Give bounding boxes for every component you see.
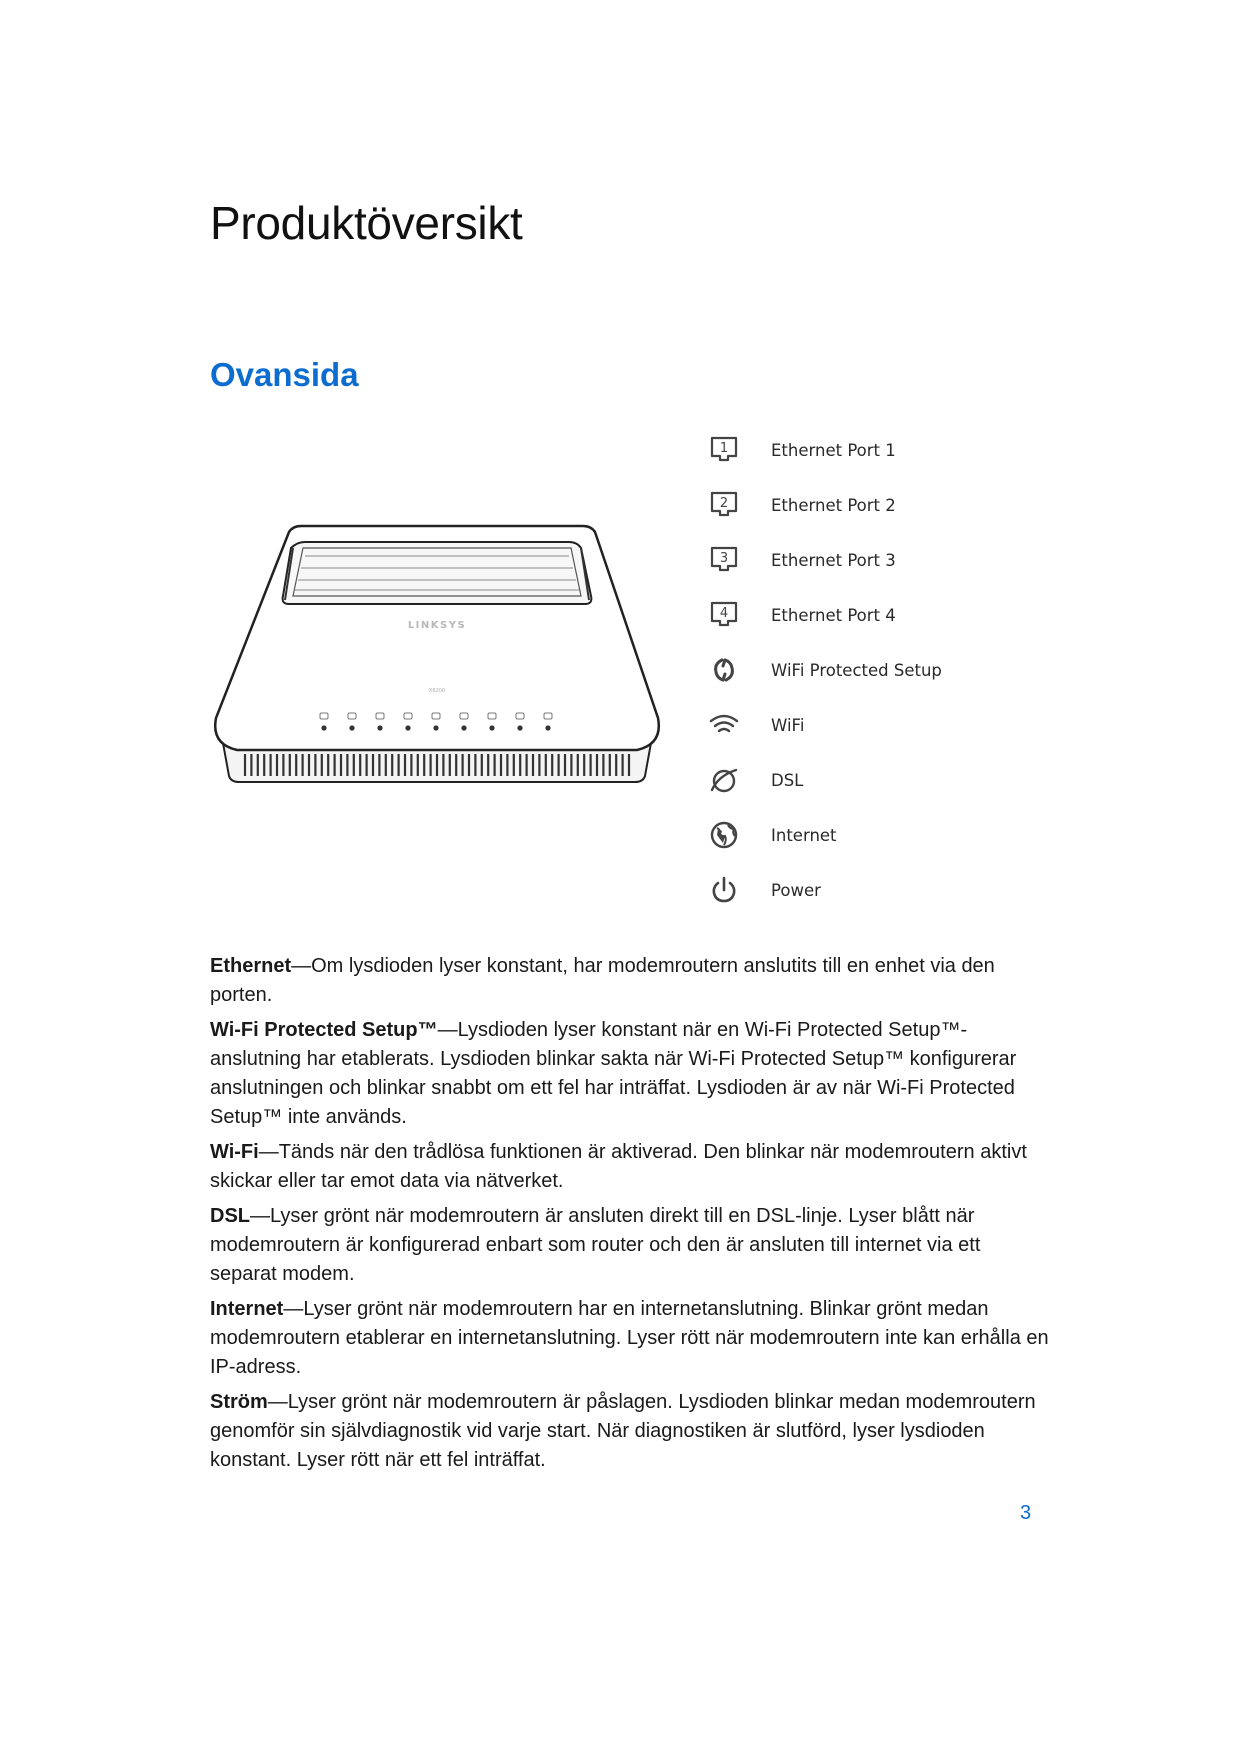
legend-item <box>708 430 1008 470</box>
legend-item <box>708 705 1008 745</box>
legend-item <box>708 760 1008 800</box>
legend-label: Ethernet Port 4 <box>771 605 896 625</box>
legend-label: Ethernet Port 3 <box>771 550 896 570</box>
description-paragraph <box>210 1202 1050 1289</box>
legend-label: Ethernet Port 1 <box>771 440 896 460</box>
router-led <box>405 725 410 730</box>
router-brand: LINKSYS <box>407 620 467 631</box>
router-led <box>321 725 326 730</box>
legend-item <box>708 485 1008 525</box>
wps-icon <box>708 654 740 686</box>
wifi-icon <box>708 709 740 741</box>
internet-icon <box>708 819 740 851</box>
ethernet-port-1-icon <box>708 434 740 466</box>
legend-label: WiFi Protected Setup <box>771 660 942 680</box>
description-text: —Om lysdioden lyser konstant, har modemroutern anslutits till en enhet via den porten. <box>210 955 995 1006</box>
section-heading: Ovansida <box>210 356 359 393</box>
legend-item <box>708 595 1008 635</box>
legend-label: Internet <box>771 825 837 845</box>
description-term: Wi-Fi Protected Setup™ <box>210 1019 438 1041</box>
description-text: —Lyser grönt när modemroutern är ansluten direkt till en DSL-linje. Lyser blått när modemroutern är konfigurerad enbart som router och den är ansluten till internet via ett separat modem. <box>210 1205 981 1285</box>
ethernet-port-4-icon <box>708 599 740 631</box>
page-title: Produktöversikt <box>210 197 523 249</box>
router-illustration <box>205 518 670 798</box>
description-term: Ethernet <box>210 955 292 977</box>
svg-text:4: 4 <box>719 606 729 621</box>
description-paragraph <box>210 1295 1050 1382</box>
legend-item <box>708 815 1008 855</box>
page-number: 3 <box>1020 1502 1032 1524</box>
legend-label: DSL <box>771 770 804 790</box>
router-led <box>461 725 466 730</box>
ethernet-port-2-icon <box>708 489 740 521</box>
legend-item <box>708 540 1008 580</box>
description-term: Wi-Fi <box>210 1141 259 1163</box>
description-text: —Lysdioden lyser konstant när en Wi-Fi Protected Setup™-anslutning har etablerats. Lysdioden blinkar sakta när Wi-Fi Protected Setup™ konfigurerar anslutningen och blinkar snabbt om ett fel har inträffat. Lysdioden är av när Wi-Fi Protected Setup™ inte används. <box>210 1019 1017 1128</box>
dsl-icon <box>708 764 740 796</box>
led-descriptions <box>210 952 1050 1481</box>
description-paragraph <box>210 1138 1050 1196</box>
router-model: X6200 <box>428 688 446 694</box>
description-paragraph <box>210 1388 1050 1475</box>
legend-label: WiFi <box>771 715 805 735</box>
ethernet-port-3-icon <box>708 544 740 576</box>
svg-text:3: 3 <box>719 551 729 566</box>
description-paragraph <box>210 952 1050 1010</box>
description-term: Ström <box>210 1391 268 1413</box>
svg-text:1: 1 <box>719 441 729 456</box>
description-text: —Lyser grönt när modemroutern är påslagen. Lysdioden blinkar medan modemroutern genomför sin självdiagnostik vid varje start. När diagnostiken är slutförd, lyser lysdioden konstant. Lyser rött när ett fel inträffat. <box>210 1391 1036 1471</box>
svg-text:2: 2 <box>719 496 729 511</box>
router-led <box>433 725 438 730</box>
legend-label: Power <box>771 880 821 900</box>
power-icon <box>708 874 740 906</box>
description-paragraph <box>210 1016 1050 1132</box>
description-text: —Tänds när den trådlösa funktionen är aktiverad. Den blinkar när modemroutern aktivt skickar eller tar emot data via nätverket. <box>210 1141 1027 1192</box>
legend-item <box>708 650 1008 690</box>
router-led <box>489 725 494 730</box>
legend-label: Ethernet Port 2 <box>771 495 896 515</box>
router-led <box>349 725 354 730</box>
legend-item <box>708 870 1008 910</box>
description-text: —Lyser grönt när modemroutern har en internetanslutning. Blinkar grönt medan modemroutern etablerar en internetanslutning. Lyser rött när modemroutern inte kan erhålla en IP-adress. <box>210 1298 1049 1378</box>
router-led <box>377 725 382 730</box>
router-led <box>545 725 550 730</box>
description-term: DSL <box>210 1205 250 1227</box>
router-led <box>517 725 522 730</box>
description-term: Internet <box>210 1298 284 1320</box>
